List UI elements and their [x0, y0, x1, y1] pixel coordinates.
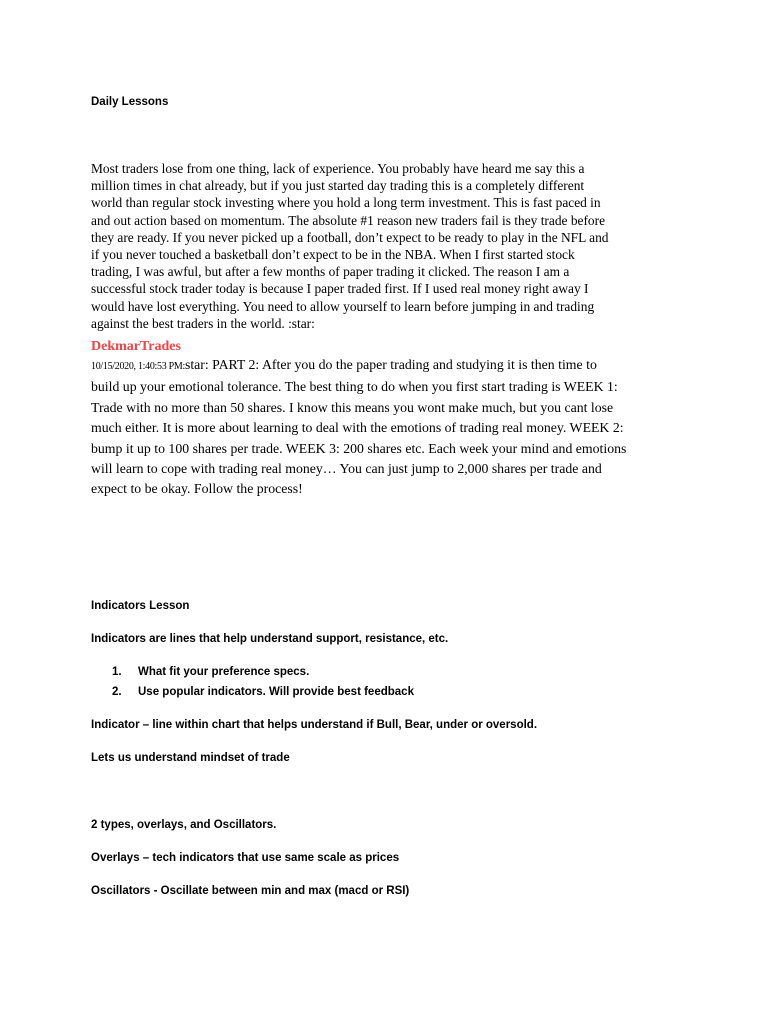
paragraph-line: Trade with no more than 50 shares. I know this means you wont make much, but you cant lose [91, 399, 614, 415]
list-number: 2. [112, 686, 122, 698]
paragraph-line: if you never touched a basketball don’t expect to be in the NBA. When I first started stock [91, 247, 575, 263]
part2-first-line-text: star: PART 2: After you do the paper trading and studying it is then time to [184, 357, 597, 372]
list-number: 1. [112, 666, 122, 678]
indicator-definition: Indicator – line within chart that helps understand if Bull, Bear, under or oversold. [91, 719, 538, 731]
types-line: 2 types, overlays, and Oscillators. [91, 819, 277, 831]
indicators-intro: Indicators are lines that help understand support, resistance, etc. [91, 633, 449, 645]
mindset-line: Lets us understand mindset of trade [91, 752, 290, 764]
paragraph-line: successful stock trader today is because I paper traded first. If I used real money right away I [91, 281, 589, 297]
paragraph-line: build up your emotional tolerance. The best thing to do when you first start trading is WEEK 1: [91, 379, 618, 395]
part2-paragraph [91, 355, 691, 500]
paragraph-line: million times in chat already, but if you just started day trading this is a completely different [91, 178, 585, 194]
list-text: Use popular indicators. Will provide best feedback [138, 686, 414, 698]
paragraph-line: against the best traders in the world. :star: [91, 315, 315, 331]
message-timestamp: 10/15/2020, 1:40:53 PM: [91, 361, 185, 372]
paragraph-line: Most traders lose from one thing, lack of experience. You probably have heard me say this a [91, 161, 585, 176]
paragraph-line: much either. It is more about learning to deal with the emotions of trading real money. WEEK 2: [91, 420, 624, 436]
paragraph-line: will learn to cope with trading real money… You can just jump to 2,000 shares per trade and [91, 461, 602, 477]
paragraph-line: world than regular stock investing where you hold a long term investment. This is fast paced in [91, 195, 601, 211]
oscillators-line: Oscillators - Oscillate between min and max (macd or RSI) [91, 885, 410, 897]
indicators-heading: Indicators Lesson [91, 600, 190, 612]
paragraph-line: would have lost everything. You need to allow yourself to learn before jumping in and trading [91, 298, 595, 314]
list-text: What fit your preference specs. [138, 666, 310, 678]
author-name: DekmarTrades [91, 339, 181, 354]
intro-paragraph [91, 160, 681, 332]
paragraph-line: expect to be okay. Follow the process! [91, 481, 303, 497]
overlays-line: Overlays – tech indicators that use same scale as prices [91, 852, 400, 864]
paragraph-line: and out action based on momentum. The absolute #1 reason new traders fail is they trade before [91, 212, 606, 228]
page-title: Daily Lessons [91, 96, 169, 108]
paragraph-line: bump it up to 100 shares per trade. WEEK 3: 200 shares etc. Each week your mind and emotions [91, 440, 627, 456]
part2-first-line [91, 355, 691, 377]
paragraph-line: trading, I was awful, but after a few months of paper trading it clicked. The reason I am a [91, 264, 570, 280]
paragraph-line: they are ready. If you never picked up a football, don’t expect to be ready to play in the NFL and [91, 229, 609, 245]
